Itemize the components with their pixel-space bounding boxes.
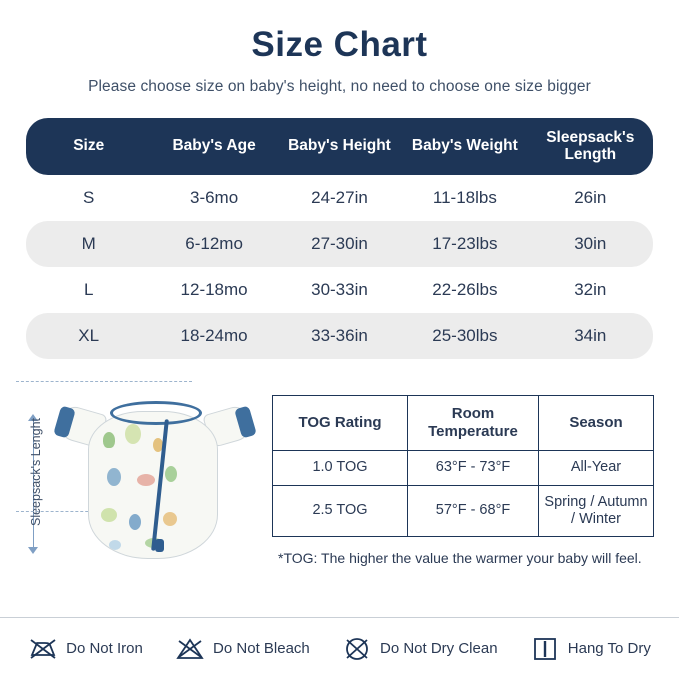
tog-header-season: Season <box>539 396 654 451</box>
size-table-header-row <box>26 118 653 176</box>
dashed-guide-top <box>16 381 192 382</box>
illustration-and-tog-section <box>0 381 679 571</box>
cell-tog-rating: 1.0 TOG <box>273 451 408 485</box>
do-not-dry-clean-icon <box>342 636 372 662</box>
care-item-do-not-dry-clean <box>342 636 498 662</box>
care-instructions-bar <box>0 617 679 679</box>
cell-age: 6-12mo <box>151 221 276 267</box>
page-title: Size Chart <box>251 25 428 64</box>
do-not-bleach-icon <box>175 636 205 662</box>
table-row <box>26 313 653 359</box>
cell-size: L <box>26 267 151 313</box>
care-label: Do Not Iron <box>66 640 143 657</box>
zipper-pull <box>155 539 164 552</box>
tog-header-rating: TOG Rating <box>273 396 408 451</box>
size-table-header-height: Baby's Height <box>277 118 402 176</box>
care-item-hang-to-dry <box>530 636 651 662</box>
size-table-header-age: Baby's Age <box>151 118 276 176</box>
cell-height: 24-27in <box>277 175 402 221</box>
size-table-header-size: Size <box>26 118 151 176</box>
cell-length: 30in <box>528 221 653 267</box>
cell-size: M <box>26 221 151 267</box>
table-row <box>26 175 653 221</box>
care-label: Hang To Dry <box>567 640 651 657</box>
table-row <box>26 267 653 313</box>
cell-tog-season: Spring / Autumn / Winter <box>539 485 654 537</box>
cell-tog-temperature: 63°F - 73°F <box>408 451 539 485</box>
do-not-iron-icon <box>28 636 58 662</box>
size-table-header-length: Sleepsack's Length <box>528 118 653 176</box>
tog-section <box>272 395 654 568</box>
size-table-header-weight: Baby's Weight <box>402 118 527 176</box>
table-row <box>273 485 654 537</box>
cell-length: 26in <box>528 175 653 221</box>
tog-header-row <box>273 396 654 451</box>
tog-header-temperature: Room Temperature <box>408 396 539 451</box>
care-label: Do Not Bleach <box>213 640 310 657</box>
cell-tog-temperature: 57°F - 68°F <box>408 485 539 537</box>
cell-weight: 11-18lbs <box>402 175 527 221</box>
cell-weight: 25-30lbs <box>402 313 527 359</box>
cell-length: 34in <box>528 313 653 359</box>
size-table <box>26 118 653 360</box>
table-row <box>273 451 654 485</box>
sleepsack-illustration <box>60 389 250 561</box>
table-row <box>26 221 653 267</box>
cell-size: S <box>26 175 151 221</box>
cell-age: 18-24mo <box>151 313 276 359</box>
cell-height: 33-36in <box>277 313 402 359</box>
cell-age: 12-18mo <box>151 267 276 313</box>
cell-weight: 22-26lbs <box>402 267 527 313</box>
cell-height: 27-30in <box>277 221 402 267</box>
page-subtitle: Please choose size on baby's height, no need to choose one size bigger <box>88 77 591 95</box>
cell-tog-rating: 2.5 TOG <box>273 485 408 537</box>
tog-table <box>272 395 654 537</box>
cell-height: 30-33in <box>277 267 402 313</box>
care-item-do-not-iron <box>28 636 143 662</box>
cell-length: 32in <box>528 267 653 313</box>
cell-age: 3-6mo <box>151 175 276 221</box>
cell-size: XL <box>26 313 151 359</box>
care-item-do-not-bleach <box>175 636 310 662</box>
length-measure-arrow <box>22 419 44 549</box>
cell-weight: 17-23lbs <box>402 221 527 267</box>
collar <box>110 401 202 425</box>
length-label-text: Sleepsack's Lenght <box>29 418 43 527</box>
tog-note: *TOG: The higher the value the warmer your baby will feel. <box>278 550 642 567</box>
cell-tog-season: All-Year <box>539 451 654 485</box>
hang-to-dry-icon <box>530 636 560 662</box>
care-label: Do Not Dry Clean <box>380 640 498 657</box>
arrow-down-icon <box>28 547 38 554</box>
